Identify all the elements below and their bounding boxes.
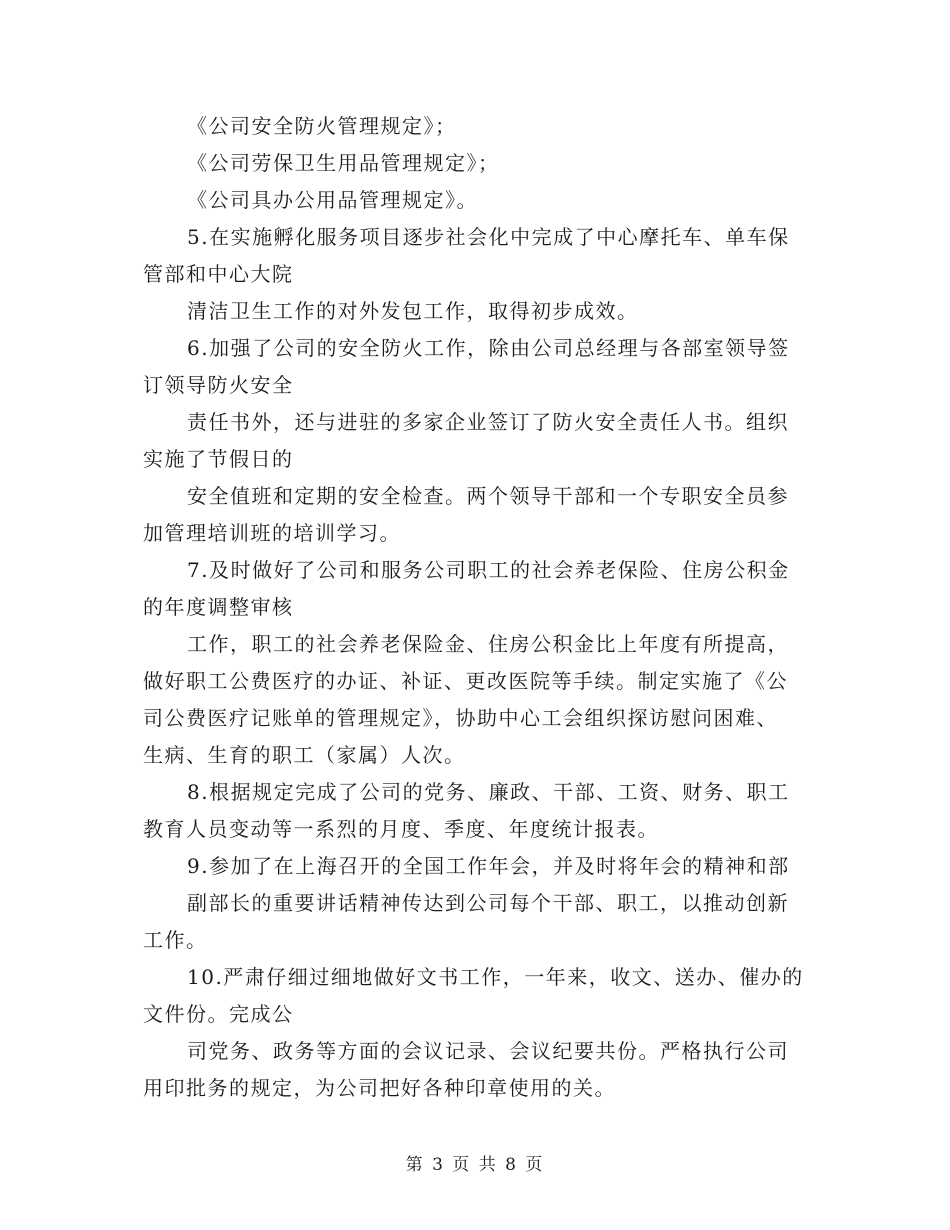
- text-line: 《公司劳保卫生用品管理规定》；: [187, 151, 500, 175]
- text-line: 5.在实施孵化服务项目逐步社会化中完成了中心摩托车、单车保: [187, 225, 790, 249]
- text-line: 的年度调整审核: [143, 595, 294, 619]
- text-line: 订领导防火安全: [143, 373, 294, 397]
- text-line: 司公费医疗记账单的管理规定》，协助中心工会组织探访慰问困难、: [143, 706, 778, 730]
- text-line: 管部和中心大院: [143, 262, 294, 286]
- text-line: 工作，职工的社会养老保险金、住房公积金比上年度有所提高，: [187, 632, 789, 656]
- text-line: 加管理培训班的培训学习。: [143, 521, 401, 545]
- text-line: 生病、生育的职工（家属）人次。: [143, 743, 466, 767]
- text-line: 用印批务的规定，为公司把好各种印章使用的关。: [143, 1076, 616, 1100]
- text-line: 做好职工公费医疗的办证、补证、更改医院等手续。制定实施了《公: [143, 669, 788, 693]
- text-line: 责任书外，还与进驻的多家企业签订了防火安全责任人书。组织: [187, 410, 789, 434]
- text-line: 10.严肃仔细过细地做好文书工作，一年来，收文、送办、催办的: [187, 965, 804, 989]
- text-line: 实施了节假日的: [143, 447, 294, 471]
- page-footer: 第 3 页 共 8 页: [405, 1155, 545, 1175]
- document-body: [143, 108, 809, 1107]
- text-line: 6.加强了公司的安全防火工作，除由公司总经理与各部室领导签: [187, 336, 790, 360]
- text-line: 文件份。完成公: [143, 1002, 294, 1026]
- text-line: 7.及时做好了公司和服务公司职工的社会养老保险、住房公积金: [187, 558, 790, 582]
- text-line: 教育人员变动等一系烈的月度、季度、年度统计报表。: [143, 817, 659, 841]
- text-line: 工作。: [143, 928, 208, 952]
- text-line: 安全值班和定期的安全检查。两个领导干部和一个专职安全员参: [187, 484, 789, 508]
- text-line: 《公司具办公用品管理规定》。: [187, 188, 478, 212]
- text-line: 《公司安全防火管理规定》；: [187, 114, 457, 138]
- text-line: 8.根据规定完成了公司的党务、廉政、干部、工资、财务、职工: [187, 780, 790, 804]
- text-line: 9.参加了在上海召开的全国工作年会，并及时将年会的精神和部: [187, 854, 790, 878]
- text-line: 司党务、政务等方面的会议记录、会议纪要共份。严格执行公司: [187, 1039, 789, 1063]
- text-line: 副部长的重要讲话精神传达到公司每个干部、职工，以推动创新: [187, 891, 789, 915]
- text-line: 清洁卫生工作的对外发包工作，取得初步成效。: [187, 299, 639, 323]
